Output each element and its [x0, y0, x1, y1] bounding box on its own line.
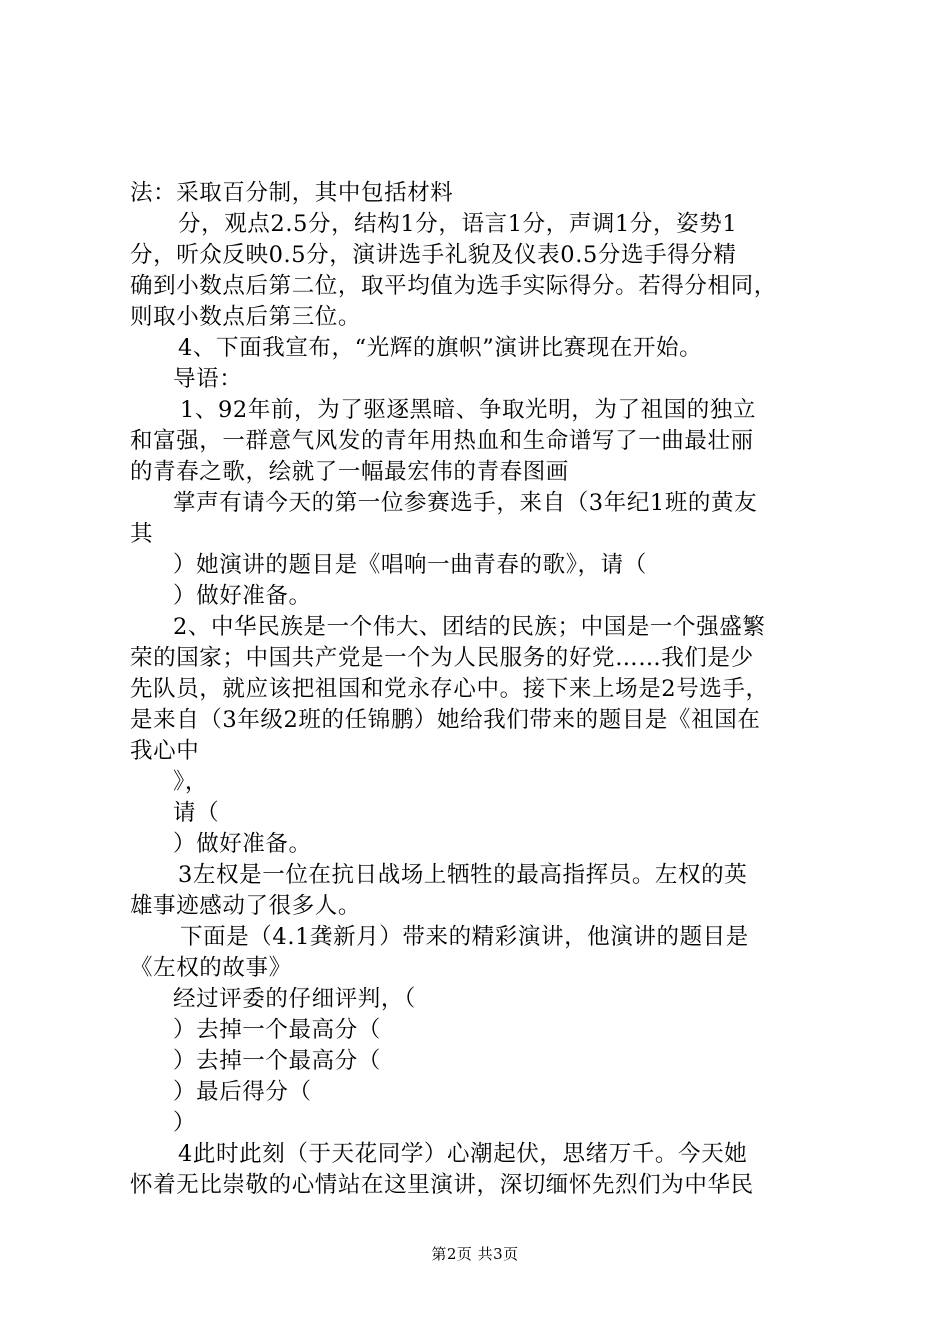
- text-line: 下面是（4.1龚新月）带来的精彩演讲，他演讲的题目是: [180, 924, 749, 950]
- text-line: 经过评委的仔细评判，（: [173, 986, 416, 1012]
- text-line: 其: [130, 521, 154, 547]
- text-line: 则取小数点后第三位。: [130, 304, 362, 330]
- text-line: 》，: [173, 769, 208, 795]
- text-line: 分，听众反映0.5分，演讲选手礼貌及仪表0.5分选手得分精: [130, 242, 737, 268]
- page-number-footer: 第2页 共3页: [431, 1245, 519, 1263]
- text-line: 4、下面我宣布，“光辉的旗帜”演讲比赛现在开始。: [178, 335, 703, 361]
- text-line: 怀着无比崇敬的心情站在这里演讲，深切缅怀先烈们为中华民: [130, 1172, 754, 1198]
- text-line: 2、中华民族是一个伟大、团结的民族；中国是一个强盛繁: [173, 614, 766, 640]
- text-line: ）去掉一个最高分（: [173, 1017, 381, 1043]
- text-line: 和富强，一群意气风发的青年用热血和生命谱写了一曲最壮丽: [130, 428, 754, 454]
- text-line: 荣的国家；中国共产党是一个为人民服务的好党……我们是少: [130, 645, 754, 671]
- text-line: ）做好准备。: [173, 831, 312, 857]
- text-line: ）: [173, 1110, 197, 1136]
- document-body: [130, 178, 835, 1201]
- text-line: 1、92年前，为了驱逐黑暗、争取光明，为了祖国的独立: [180, 397, 757, 423]
- text-line: ）做好准备。: [173, 583, 312, 609]
- text-line: 掌声有请今天的第一位参赛选手，来自（3年纪1班的黄友: [173, 490, 758, 516]
- text-line: 是来自（3年级2班的任锦鹏）她给我们带来的题目是《祖国在: [130, 707, 761, 733]
- text-line: ）她演讲的题目是《唱响一曲青春的歌》，请（: [173, 552, 647, 578]
- text-line: 分，观点2.5分，结构1分，语言1分，声调1分，姿势1: [178, 211, 738, 237]
- text-line: 我心中: [130, 738, 200, 764]
- text-line: 先队员，就应该把祖国和党永存心中。接下来上场是2号选手，: [130, 676, 769, 702]
- text-line: 导语：: [173, 366, 243, 392]
- text-line: 4此时此刻（于天花同学）心潮起伏，思绪万千。今天她: [178, 1141, 748, 1167]
- text-line: 确到小数点后第二位，取平均值为选手实际得分。若得分相同，: [130, 273, 777, 299]
- text-line: 3左权是一位在抗日战场上牺牲的最高指挥员。左权的英: [178, 862, 748, 888]
- text-line: 《左权的故事》: [130, 955, 292, 981]
- text-line: 请（: [173, 800, 220, 826]
- text-line: ）最后得分（: [173, 1079, 312, 1105]
- text-line: 雄事迹感动了很多人。: [130, 893, 362, 919]
- text-line: 的青春之歌，绘就了一幅最宏伟的青春图画: [130, 459, 569, 485]
- text-line: ）去掉一个最高分（: [173, 1048, 381, 1074]
- text-line: 法：采取百分制，其中包括材料: [130, 180, 454, 206]
